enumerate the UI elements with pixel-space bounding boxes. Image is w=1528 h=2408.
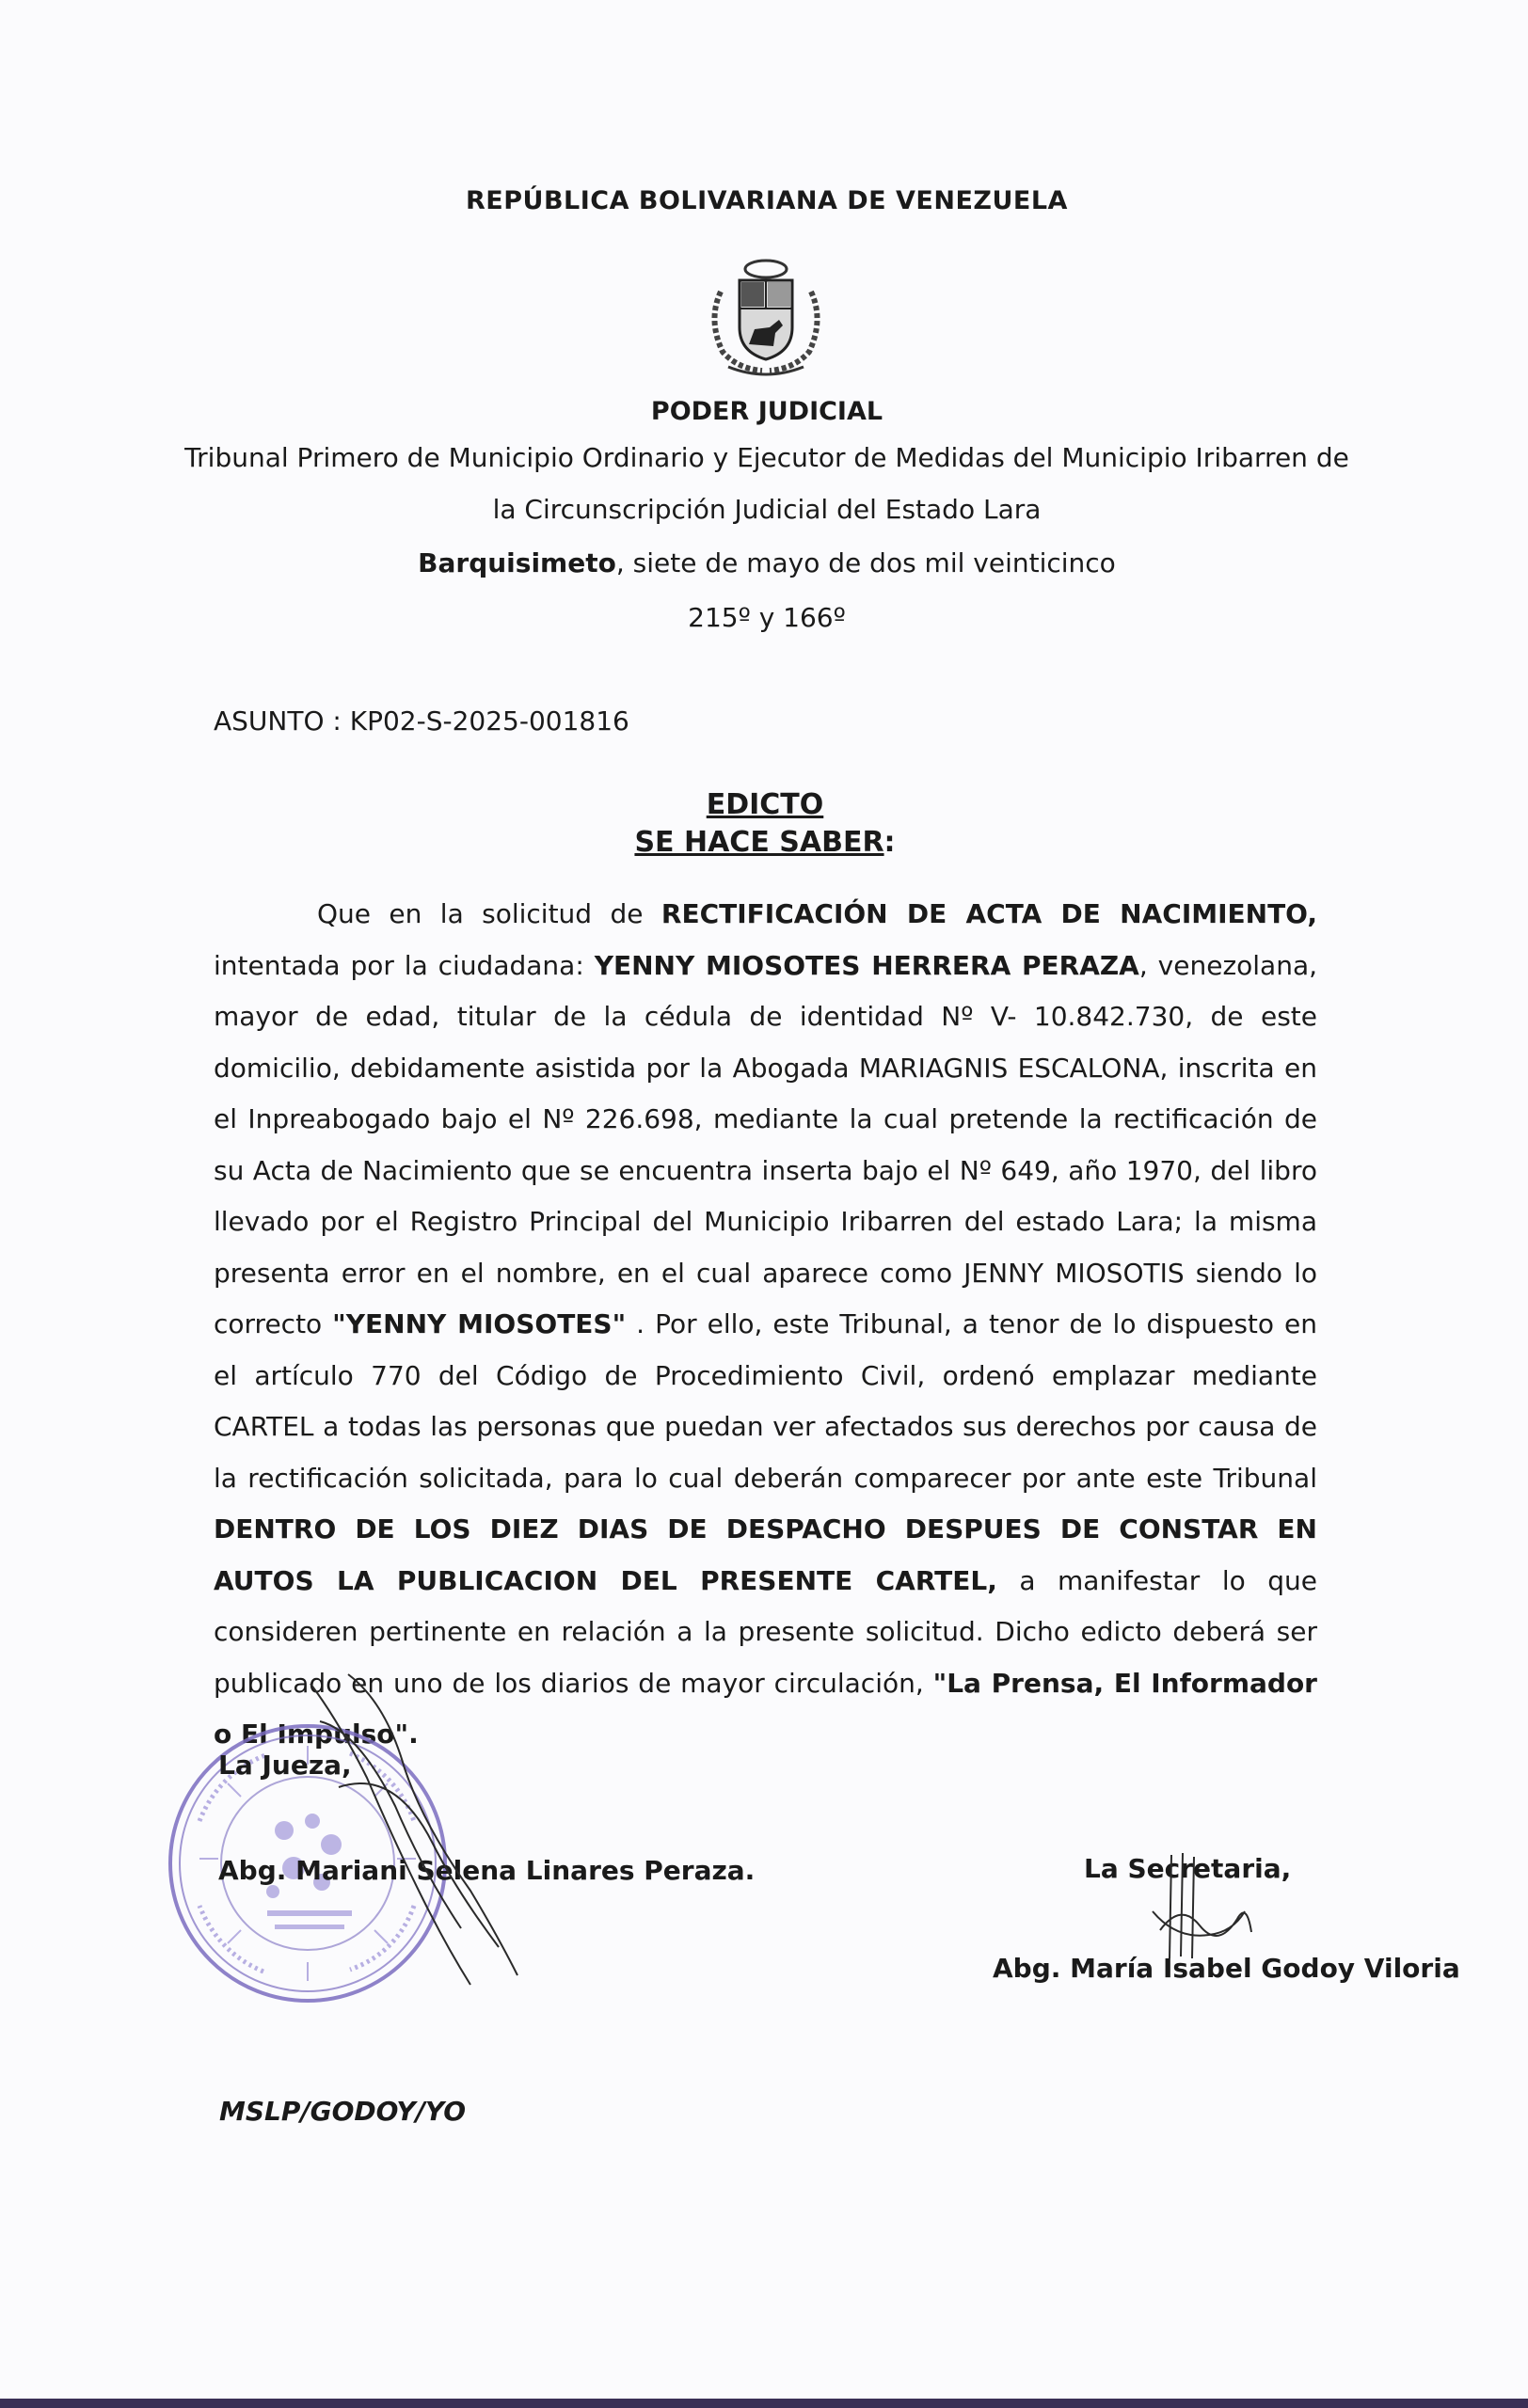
judge-name: Abg. Mariani Selena Linares Peraza. — [218, 1855, 756, 1886]
page-bottom-edge — [0, 2399, 1528, 2408]
body-bold-4: DENTRO DE LOS DIEZ DIAS DE DESPACHO DESPUES DE CONSTAR EN AUTOS LA PUBLICACION DEL PRESENTE CARTEL, — [214, 1513, 1317, 1596]
country-heading: REPÚBLICA BOLIVARIANA DE VENEZUELA — [466, 186, 1068, 215]
case-number: ASUNTO : KP02-S-2025-001816 — [214, 705, 629, 737]
date-line — [0, 547, 1528, 578]
court-name-line-2: la Circunscripción Judicial del Estado Lara — [492, 494, 1042, 525]
coat-of-arms-icon — [700, 254, 832, 380]
body-text-4: . Por ello, este Tribunal, a tenor de lo dispuesto en el artículo 770 del Código de Procedimiento Civil, ordenó emplazar mediante CARTEL a todas las personas que puedan ver afectados sus derechos por causa de la rectificación solicitada, para lo cual deberán comparecer por ante este Tribunal — [214, 1308, 1317, 1494]
body-bold-2: YENNY MIOSOTES HERRERA PERAZA — [594, 949, 1139, 981]
se-hace-saber-title — [0, 826, 1528, 859]
secretary-title: La Secretaria, — [1084, 1853, 1292, 1884]
edict-body — [214, 889, 1317, 1761]
document-initials: MSLP/GODOY/YO — [219, 2096, 466, 2127]
se-hace-saber-colon: : — [883, 826, 896, 859]
city-name: Barquisimeto — [418, 547, 616, 578]
court-name-line-1: Tribunal Primero de Municipio Ordinario y Ejecutor de Medidas del Municipio Iribarren de — [184, 442, 1349, 473]
body-text-3: , venezolana, mayor de edad, titular de la cédula de identidad Nº V- 10.842.730, de este domicilio, debidamente asistida por la Abogada MARIAGNIS ESCALONA, inscrita en el Inpreabogado bajo el Nº 226.698, mediante la cual pretende la rectificación de su Acta de Nacimiento que se encuentra inserta bajo el Nº 649, año 1970, del libro llevado por el Registro Principal del Municipio Iribarren del estado Lara; la misma presenta error en el nombre, en el cual aparece como JENNY MIOSOTIS siendo lo correcto — [214, 949, 1318, 1339]
body-text-5: a manifestar lo que consideren pertinente en relación a la presente solicitud. Dicho edicto deberá ser publicado en uno de los diarios de mayor circulación, — [214, 1564, 1317, 1699]
body-bold-5: "La Prensa, El Informador o El Impulso". — [214, 1667, 1317, 1750]
body-text-1: Que en la solicitud de — [317, 898, 661, 929]
body-bold-1: RECTIFICACIÓN DE ACTA DE NACIMIENTO, — [661, 898, 1317, 929]
judge-title: La Jueza, — [218, 1750, 352, 1781]
body-bold-3: "YENNY MIOSOTES" — [332, 1308, 627, 1339]
body-text-2: intentada por la ciudadana: — [214, 949, 595, 981]
edicto-title: EDICTO — [706, 788, 824, 821]
secretary-signature-icon — [1124, 1846, 1265, 1977]
judicial-power-heading: PODER JUDICIAL — [650, 397, 883, 426]
secretary-name: Abg. María Isabel Godoy Viloria — [993, 1953, 1460, 1984]
date-text: , siete de mayo de dos mil veinticinco — [615, 547, 1116, 578]
judge-signature-icon — [282, 1665, 546, 2004]
se-hace-saber-text: SE HACE SABER — [634, 826, 884, 859]
years-line: 215º y 166º — [688, 602, 846, 633]
